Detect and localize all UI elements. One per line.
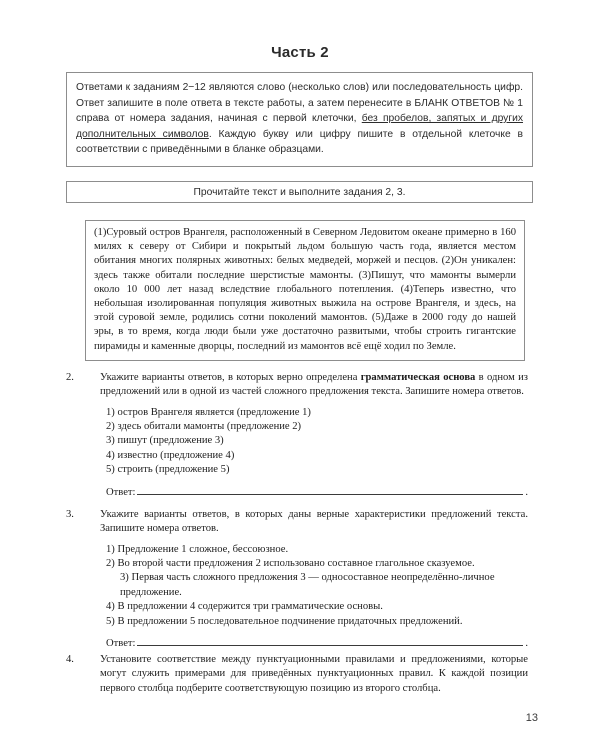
question-3-answer-row [106,636,528,651]
option-item[interactable]: 5) строить (предложение 5) [106,464,230,476]
instruction-text-part2: . Каждую букву или цифру пишите в отдельной клеточке в соответствии с приведёнными в бланке образцами. [76,128,523,156]
reading-passage-text: (1)Суровый остров Врангеля, расположенный в Северном Ледовитом океане примерно в 160 милях к северу от Сибири и покрытый льдом большую часть года, является местом обитания многих полярных животных: белых медведей, моржей и песцов. (2)Он уникален: здесь также обитали последние шерстистые мамонты. (3)Пишут, что мамонты вымерли около 10 000 лет назад вследствие глобального потепления. (4)Теперь известно, что небольшая изолированная популяция животных выжила на острове Врангеля, и здесь, на этой суровой земле, родились сотни поколений мамонтов. (5)Даже в 2000 году до нашей эры, в то время, когда люди были уже достаточно развитыми, чтобы строить гигантские пирамиды и каменные дворцы, последний из мамонтов всё ещё ходил по Земле. [94,227,516,352]
question-3-number: 3. [66,509,74,520]
question-2-stem-emphasis: грамматическая основа [360,372,476,383]
option-item[interactable]: 4) известно (предложение 4) [106,449,235,461]
answer-label: Ответ: [106,486,136,498]
question-4-number: 4. [66,654,74,665]
option-item[interactable]: 3) Первая часть сложного предложения 3 — односоставное неопределённо-личное предложение. [120,572,495,598]
question-3-options [100,543,528,629]
question-2-answer-row [106,485,528,500]
option-item[interactable]: 1) остров Врангеля является (предложение 1) [106,406,311,418]
question-4-stem: Установите соответствие между пунктуационными правилами и предложениями, которые могут служить примерами для приведённых пунктуационных правил. К каждой позиции первого столбца подберите соответствующую позицию из второго столбца. [100,654,528,694]
option-item[interactable]: 4) В предложении 4 содержится три грамматические основы. [106,601,383,613]
instruction-text-underlined: без пробелов, запятых и других дополнительных символов [76,113,523,140]
answer-label: Ответ: [106,638,136,650]
page-title: Часть 2 [271,44,329,61]
question-2-stem [100,371,528,400]
question-2-options [100,406,528,478]
answer-trailing-period: . [525,486,528,498]
option-item[interactable]: 1) Предложение 1 сложное, бессоюзное. [106,543,289,555]
reading-passage [85,220,525,361]
question-4 [66,653,528,696]
answer-input[interactable] [137,485,524,495]
question-3 [66,508,528,651]
answer-trailing-period: . [525,638,528,650]
question-2-stem-pre: Укажите варианты ответов, в которых верно определена [100,372,361,383]
question-2-stem-post: в одном из предложений или в одной из частей сложного предложения текста. Запишите номера ответов. [100,372,528,398]
option-item[interactable]: 5) В предложении 5 последовательное подчинение придаточных предложений. [106,615,463,627]
question-2-number: 2. [66,372,74,383]
instruction-text-part1: Ответами к заданиям 2−12 являются слово (несколько слов) или последовательность цифр. Ответ запишите в поле ответа в тексте работы, а затем перенесите в БЛАНК ОТВЕТОВ № 1 справа от номера задания, начиная с первой клеточки, [76,82,523,125]
option-item[interactable]: 3) пишут (предложение 3) [106,435,224,447]
question-3-stem [100,508,528,537]
option-item[interactable]: 2) здесь обитали мамонты (предложение 2) [106,421,302,432]
question-2 [66,371,528,500]
read-text-banner [66,181,533,203]
read-text-banner-label: Прочитайте текст и выполните задания 2, 3. [193,186,406,198]
page-number: 13 [525,712,538,724]
option-item[interactable]: 2) Во второй части предложения 2 использовано составное глагольное сказуемое. [106,558,475,569]
instruction-box [66,72,533,167]
question-3-stem-pre: Укажите варианты ответов, в которых даны верные характеристики предложений текста. Запишите номера ответов. [100,509,528,535]
answer-input[interactable] [137,636,524,646]
